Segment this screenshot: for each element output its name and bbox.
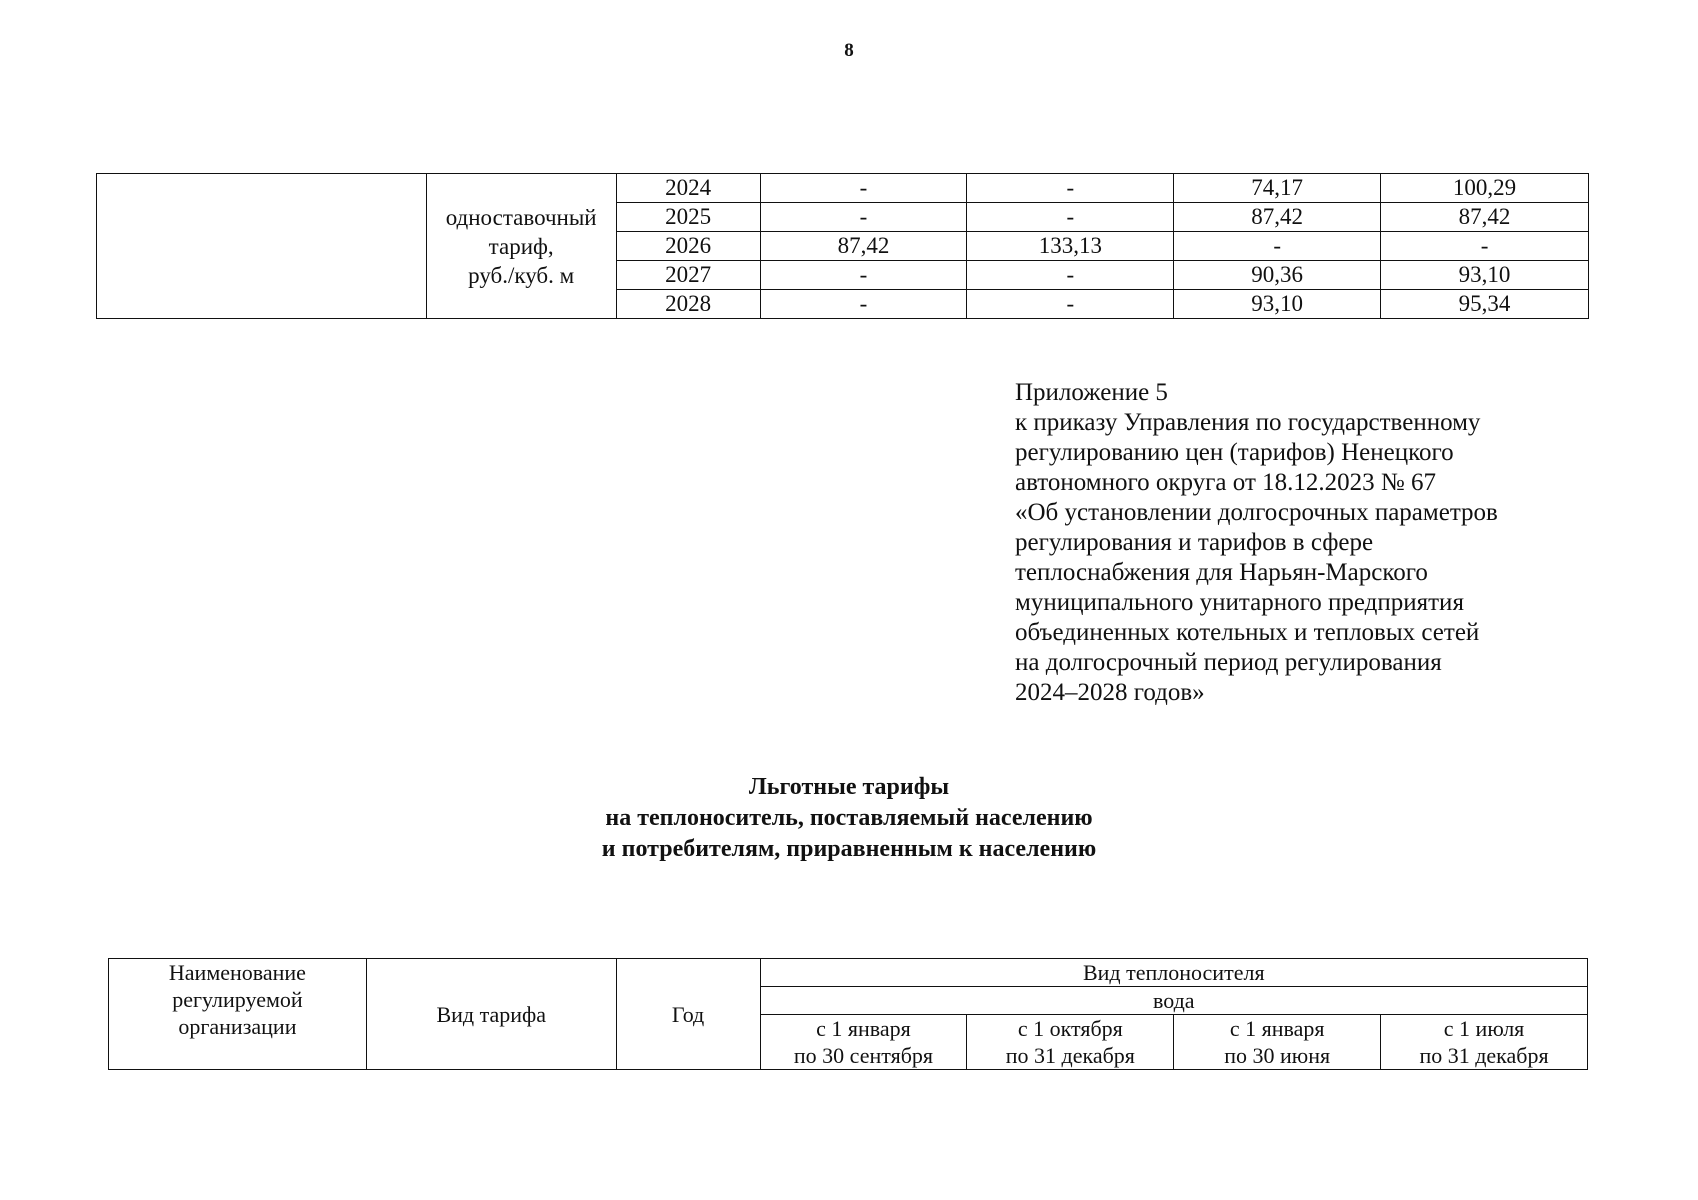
appendix-line: регулирования и тарифов в сфере: [1015, 529, 1374, 556]
appendix-line: на долгосрочный период регулирования: [1015, 649, 1442, 676]
appendix-line: объединенных котельных и тепловых сетей: [1015, 619, 1480, 646]
header-org-line: регулируемой: [172, 987, 303, 1012]
value-cell: -: [760, 174, 967, 203]
value-cell: 90,36: [1174, 261, 1381, 290]
title-line: на теплоноситель, поставляемый населению: [605, 805, 1093, 831]
document-title: [0, 772, 1698, 865]
appendix-line: регулированию цен (тарифов) Ненецкого: [1015, 439, 1454, 466]
value-cell: 133,13: [967, 232, 1174, 261]
value-cell: 87,42: [1174, 203, 1381, 232]
period-line: с 1 июля: [1443, 1016, 1525, 1041]
period-line: с 1 января: [1229, 1016, 1325, 1041]
value-cell: -: [967, 174, 1174, 203]
appendix-line: Приложение 5: [1015, 379, 1168, 406]
title-line: и потребителям, приравненным к населению: [601, 836, 1097, 862]
header-period: [967, 1015, 1174, 1070]
header-period: [760, 1015, 967, 1070]
value-cell: -: [760, 261, 967, 290]
tariff-type-line: одноставочный: [445, 204, 597, 230]
appendix-line: «Об установлении долгосрочных параметров: [1015, 499, 1498, 526]
year-cell: 2024: [616, 174, 760, 203]
appendix-block: [1015, 378, 1575, 708]
tariff-values-table: [96, 173, 1589, 319]
value-cell: -: [1381, 232, 1589, 261]
appendix-line: 2024–2028 годов»: [1015, 679, 1205, 706]
value-cell: 95,34: [1381, 290, 1589, 319]
tariff-type-line: тариф,: [488, 233, 554, 259]
header-org-line: организации: [178, 1014, 297, 1039]
value-cell: 87,42: [760, 232, 967, 261]
period-line: с 1 октября: [1017, 1016, 1123, 1041]
header-org-line: Наименование: [168, 960, 306, 985]
header-year: Год: [616, 959, 760, 1070]
period-line: с 1 января: [816, 1016, 911, 1041]
value-cell: -: [1174, 232, 1381, 261]
title-line: Льготные тарифы: [748, 774, 950, 800]
period-line: по 30 сентября: [793, 1043, 934, 1068]
appendix-line: к приказу Управления по государственному: [1015, 409, 1481, 436]
table-row: [97, 174, 1589, 203]
appendix-line: муниципального унитарного предприятия: [1015, 589, 1464, 616]
value-cell: 100,29: [1381, 174, 1589, 203]
table-row: [109, 959, 1588, 987]
year-cell: 2027: [616, 261, 760, 290]
page-number: 8: [844, 40, 854, 61]
value-cell: 74,17: [1174, 174, 1381, 203]
header-org-name: [109, 959, 367, 1070]
value-cell: -: [967, 261, 1174, 290]
value-cell: 93,10: [1381, 261, 1589, 290]
header-period: [1381, 1015, 1588, 1070]
appendix-line: автономного округа от 18.12.2023 № 67: [1015, 469, 1436, 496]
year-cell: 2028: [616, 290, 760, 319]
year-cell: 2025: [616, 203, 760, 232]
tariff-type-cell: [426, 174, 616, 319]
org-name-cell: [97, 174, 427, 319]
period-line: по 31 декабря: [1005, 1043, 1135, 1068]
header-period: [1174, 1015, 1381, 1070]
value-cell: 93,10: [1174, 290, 1381, 319]
header-carrier-type: Вид теплоносителя: [760, 959, 1587, 987]
period-line: по 30 июня: [1224, 1043, 1331, 1068]
value-cell: -: [967, 203, 1174, 232]
value-cell: -: [760, 203, 967, 232]
value-cell: -: [760, 290, 967, 319]
tariff-header-table: [108, 958, 1588, 1070]
header-tariff-type: Вид тарифа: [366, 959, 616, 1070]
tariff-type-line: руб./куб. м: [468, 262, 575, 288]
value-cell: -: [967, 290, 1174, 319]
header-water: вода: [760, 987, 1587, 1015]
period-line: по 31 декабря: [1419, 1043, 1549, 1068]
year-cell: 2026: [616, 232, 760, 261]
appendix-line: теплоснабжения для Нарьян-Марского: [1015, 559, 1428, 586]
value-cell: 87,42: [1381, 203, 1589, 232]
